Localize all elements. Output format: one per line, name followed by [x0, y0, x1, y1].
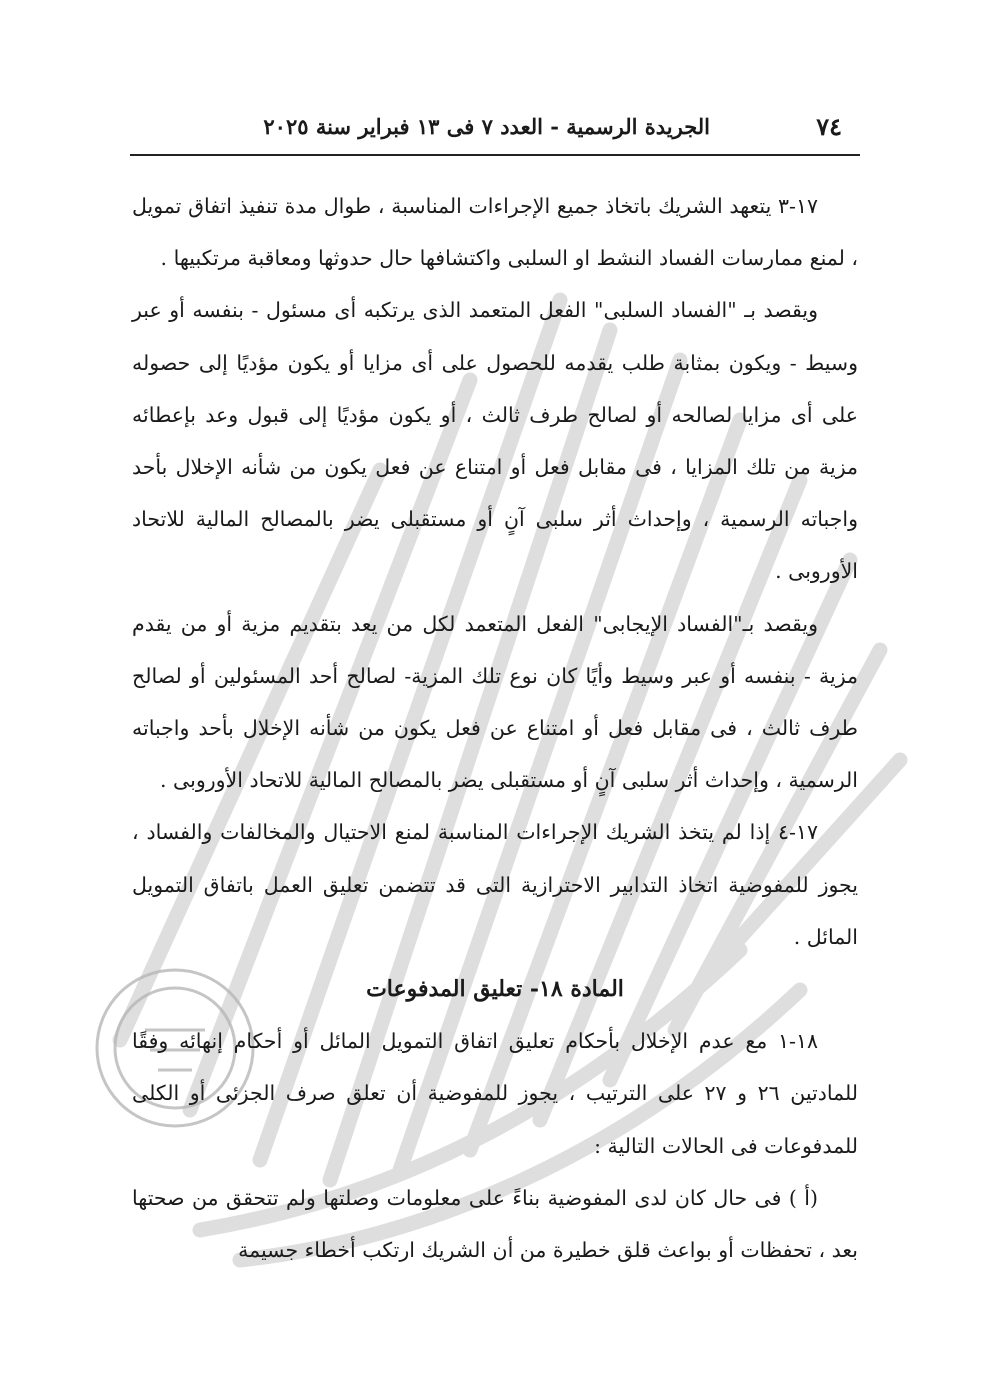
page-number: ٧٤ — [816, 112, 842, 141]
paragraph-18-1-a: (أ ) فى حال كان لدى المفوضية بناءً على معلومات وصلتها ولم تتحقق من صحتها بعد ، تحفظات أو بواعث قلق خطيرة من أن الشريك ارتكب أخطاء جسيمة — [132, 1185, 858, 1263]
page-header — [130, 104, 860, 152]
paragraph-18-1: ١٨-١ مع عدم الإخلال بأحكام تعليق اتفاق التمويل المائل أو أحكام إنهائه وفقًا للمادتين ٢٦ و ٢٧ على الترتيب ، يجوز للمفوضية أن تعلق صرف الجزئى أو الكلى للمدفوعات فى الحالات التالية : — [132, 1029, 858, 1158]
header-divider — [130, 154, 860, 156]
paragraph-passive-corruption: ويقصد بـ "الفساد السلبى" الفعل المتعمد الذى يرتكبه أى مسئول - بنفسه أو عبر وسيط - ويكون بمثابة طلب يقدمه للحصول على أى مزايا أو يكون مؤديًا إلى حصوله على أى مزايا لصالحه أو لصالح طرف ثالث ، أو يكون مؤديًا إلى قبول وعد بإعطائه مزية من تلك المزايا ، فى مقابل فعل أو امتناع عن فعل يكون من شأنه الإخلال بأحد واجباته الرسمية ، وإحداث أثر سلبى آنٍ أو مستقبلى يضر بالمصالح المالية للاتحاد الأوروبى . — [132, 298, 858, 584]
paragraph-active-corruption: ويقصد بـ"الفساد الإيجابى" الفعل المتعمد لكل من يعد بتقديم مزية أو من يقدم مزية - بنفسه أو عبر وسيط وأيًا كان نوع تلك المزية- لصالح أحد المسئولين أو لصالح طرف ثالث ، فى مقابل فعل أو امتناع عن فعل يكون من شأنه الإخلال بأحد واجباته الرسمية ، وإحداث أثر سلبى آنٍ أو مستقبلى يضر بالمصالح المالية للاتحاد الأوروبى . — [132, 611, 858, 793]
article-18-heading: المادة ١٨- تعليق المدفوعات — [366, 976, 624, 1003]
document-body — [132, 180, 858, 1276]
gazette-header-title: الجريدة الرسمية - العدد ٧ فى ١٣ فبراير سنة ٢٠٢٥ — [263, 114, 710, 139]
paragraph-17-3: ١٧-٣ يتعهد الشريك باتخاذ جميع الإجراءات المناسبة ، طوال مدة تنفيذ اتفاق تمويل ، لمنع ممارسات الفساد النشط او السلبى واكتشافها حال حدوثها ومعاقبة مرتكبيها . — [132, 194, 858, 271]
paragraph-17-4: ١٧-٤ إذا لم يتخذ الشريك الإجراءات المناسبة لمنع الاحتيال والمخالفات والفساد ، يجوز للمفوضية اتخاذ التدابير الاحترازية التى قد تتضمن تعليق العمل باتفاق التمويل المائل . — [132, 820, 858, 949]
